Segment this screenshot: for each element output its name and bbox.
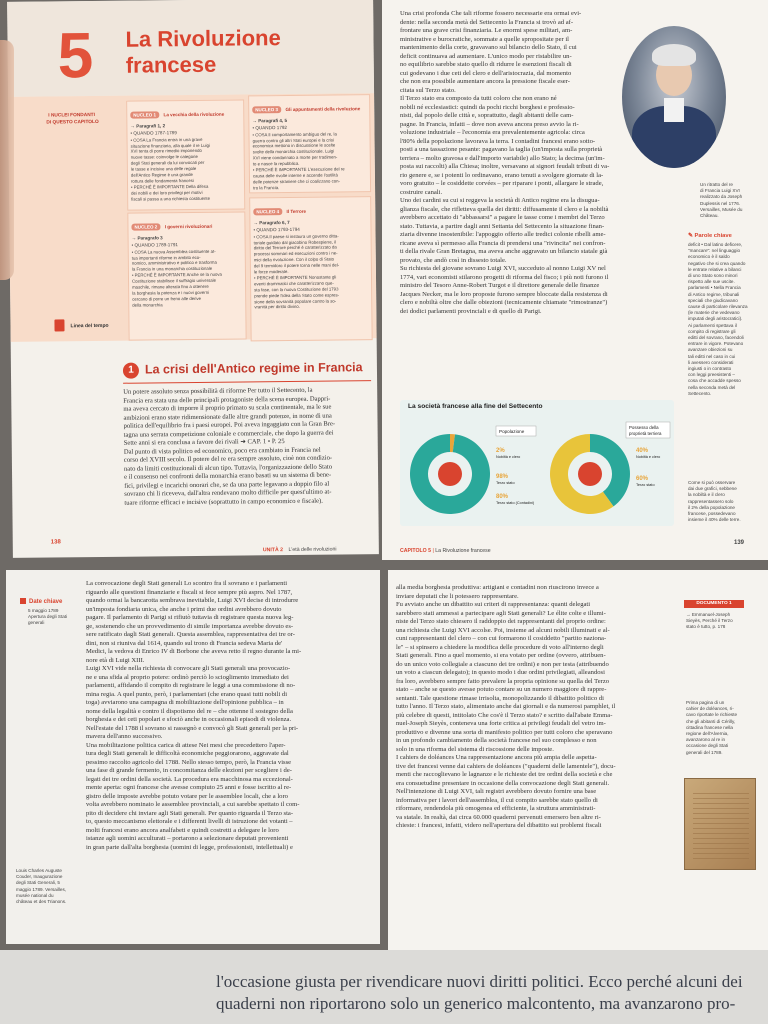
text-line: XVI viene condannato a morte per tradimen- bbox=[252, 154, 338, 161]
text-line: compito di registrare gli bbox=[688, 328, 736, 334]
text-line: • PERCHÉ È IMPORTANTE L'esecuzione del re bbox=[252, 166, 345, 173]
nucleus-tag: NUCLEO 3 bbox=[252, 106, 281, 113]
text-line: la Francia in una monarchia costituzionale bbox=[131, 266, 213, 272]
text-line: Jacques Necker, ma le loro proposte furono sempre bloccate dalla resistenza di bbox=[400, 290, 608, 298]
date-chiave-text bbox=[28, 608, 88, 627]
page-139 bbox=[382, 0, 768, 560]
text-line: Uno dei cardini su cui si reggeva la società di Antico regime era la disugua- bbox=[400, 197, 600, 204]
text-line: una richiesta che Luigi XVI accolse. Poi, insieme ad alcuni nobili illuminati e al- bbox=[396, 626, 610, 634]
text-line: stato. Tuttavia, a partire dagli anni Settanta del Settecento la situazione finan- bbox=[400, 222, 605, 230]
text-line: diritto del Terrore perché è caratterizzato da bbox=[253, 244, 337, 251]
date-chiave-heading: Date chiave bbox=[20, 598, 62, 606]
text-line: Su richiesta del giovane sovrano Luigi XVI, succeduto al nonno Luigi XV nel bbox=[400, 265, 606, 272]
text-line: ma aveva cercato di imporre il proprio primato su scala continentale, ma le sue bbox=[123, 403, 332, 413]
page-140 bbox=[6, 570, 380, 944]
text-line: sarebbero stati ammessi a partecipare agli Stati generali? Le élite colte e illumi- bbox=[396, 609, 606, 617]
text-line: riformare, rendendola più omogenea ed efficiente, la struttura amministrati- bbox=[396, 805, 596, 812]
text-line: economico è il saldo bbox=[688, 254, 730, 260]
nucleus-body bbox=[132, 248, 243, 308]
text-line: cuni rappresentanti del clero – con cui formarono il cosiddetto "partito naziona- bbox=[396, 635, 607, 642]
text-line: pessimo raccolto agricolo del 1788. Nello stesso tempo, però, la Francia visse bbox=[86, 758, 292, 766]
section-number-badge: 1 bbox=[123, 363, 139, 379]
chart-title: La società francese alla fine del Settecento bbox=[408, 403, 543, 410]
text-line: l'80% della popolazione lavorava la terra. I contadini francesi erano sotto- bbox=[400, 137, 596, 145]
text-line: Ai parlamenti spettava il bbox=[688, 322, 737, 328]
text-line: degli Stati Generali, 5 bbox=[16, 880, 60, 886]
text-line: le tasse e incisive una delle regole bbox=[130, 166, 197, 172]
text-line: ti della rivale Gran Bretagna, ma aveva anche aggravato un bilancio statale già bbox=[400, 248, 608, 255]
key-icon: ✎ bbox=[688, 233, 695, 239]
text-line: tro la Francia. bbox=[253, 184, 280, 191]
text-line: Sette anni si era conclusa a favore dei rivali ➜ CAP. 1 • P. 25 bbox=[123, 438, 285, 447]
text-line: sta fase, con la nuova Costituzione del 1793 bbox=[254, 286, 339, 293]
text-line: eventi drammatici che caratterizzano que- bbox=[254, 280, 334, 287]
text-line: una fase di grande fermento, in concomitanza delle elezioni per scegliere i de- bbox=[86, 767, 292, 774]
text-line: che gli abitanti di Cérilly, bbox=[686, 718, 736, 724]
text-line: rispetto alle sue uscite. bbox=[688, 279, 735, 285]
text-line: in un profondo cambiamento della società francese nel suo complesso e non bbox=[396, 737, 597, 744]
text-line: nato da limiti costituzionali di alcun tipo. Tuttavia, l'organizzazione dello Stato bbox=[123, 463, 333, 473]
page-number-left: 138 bbox=[50, 539, 61, 546]
text-line: sione della sovranità popolare contro la so- bbox=[254, 298, 337, 304]
category-label: Nobiltà e clero bbox=[636, 455, 661, 459]
text-line: Costituzione stabilisce il suffragio universale bbox=[132, 277, 217, 284]
text-line: Versailles, Musée du bbox=[700, 206, 743, 212]
text-line: Una crisi profonda Che tali riforme fossero necessarie era ormai evi- bbox=[400, 10, 582, 17]
documento-link[interactable] bbox=[686, 612, 756, 631]
text-line: Come si può osservare bbox=[688, 480, 736, 485]
text-line: le" – si spinsero a chiedere la modifica delle procedure di voto all'interno degli bbox=[396, 643, 604, 651]
text-line: quando ormai la bancarotta sembrava inevitabile, Luigi XVI decise di introdurre bbox=[86, 597, 299, 604]
text-line: cavo riportate le richieste bbox=[686, 712, 738, 718]
text-line: regione dell'Alvernia, bbox=[686, 731, 729, 737]
text-line: nomico, amministrativo e politico e trasforma bbox=[131, 260, 217, 267]
text-line: corso del XVIII secolo. Il potere del re era sempre assoluto, cioè non condizio- bbox=[123, 454, 333, 464]
text-line: politica dell'equilibrio fra i paesi europei. Poi aveva ingaggiato con la Gran Bre- bbox=[123, 420, 336, 430]
bottom-left-caption bbox=[16, 868, 82, 905]
nucleus-title: La vecchia della rivoluzione bbox=[163, 111, 225, 118]
text-line: voro gratuito – le cosiddette corvées – per riparare i ponti, allargare le strade, bbox=[400, 180, 604, 187]
text-line: Prima pagina di un bbox=[686, 700, 725, 705]
text-line: fiscali si passa a una richiesta costituente bbox=[131, 195, 211, 202]
text-line: • PERCHÉ È IMPORTANTE Anche se la nuova bbox=[131, 271, 222, 278]
text-line: svolte della monarchia costituzionale. Luigi bbox=[252, 148, 335, 155]
section-title: La crisi dell'Antico regime in Francia bbox=[144, 360, 363, 377]
nucleus-paragraph-link[interactable]: → Paragrafi 4, 5 bbox=[252, 118, 288, 124]
text-line: cause di particolare rilevanza bbox=[688, 304, 748, 310]
nucleus-box-4 bbox=[249, 196, 373, 341]
text-line: tive dei francesi venne dai cahiers de doléances ("quaderni delle lamentele"), docu- bbox=[396, 762, 616, 770]
text-line: della monarchia bbox=[132, 302, 163, 308]
text-line: avanzare obiezioni su bbox=[688, 347, 733, 353]
body-text-left bbox=[123, 386, 376, 508]
text-line: delle potenze straniere che ci coalizzano con- bbox=[252, 178, 340, 185]
text-line: ne e una sfida al proprio potere: ordinò perciò lo scioglimento immediato dei bbox=[86, 673, 289, 681]
finger-shadow bbox=[0, 40, 14, 280]
closeup-line-1: l'occasione giusta per rivendicare nuovi diritti politici. Ecco perché alcuni dei bbox=[216, 972, 743, 991]
text-line: Luigi XVI vide nella richiesta di convocare gli Stati generali una provocazio- bbox=[86, 665, 291, 672]
text-line: • COSA La Francia entra in una grave bbox=[130, 136, 203, 143]
text-line: dei nobili e dei loro privilegi per motivi bbox=[131, 189, 203, 196]
text-line: Medici, la vedova di Enrico IV di Borbone che aveva retto il regno durante la mi- bbox=[86, 648, 302, 655]
text-line: processi sommari ed esecuzioni contro i ne- bbox=[253, 250, 338, 257]
nucleus-box-3 bbox=[248, 94, 371, 193]
nucleus-paragraph-link[interactable]: → Paragrafo 6, 7 bbox=[253, 219, 290, 226]
text-line: ingiusti o in contrasto bbox=[688, 366, 732, 372]
text-line: le entrate relative a bilanci bbox=[688, 266, 742, 272]
nucleus-paragraph-link[interactable]: → Paragrafi 1, 2 bbox=[130, 123, 166, 129]
text-line: deficit continuava ad aumentare. L'unico modo per ristabilire un- bbox=[400, 52, 572, 60]
nucleus-title: I governi rivoluzionari bbox=[164, 223, 213, 230]
text-line: maggio 1789. Versailles, bbox=[16, 886, 67, 892]
closeup-line-2: quaderni non riportarono solo un generico malcontento, ma avanzarono pro- bbox=[216, 994, 736, 1013]
text-line: avrebbero accettato di "abbassarsi" a pagare le tasse come i membri del Terzo bbox=[400, 214, 605, 221]
text-line: un voto a ciascun delegato); in questo modo i due ordini privilegiati, alleandosi bbox=[396, 669, 605, 676]
text-line: Duplessis nel 1776. bbox=[700, 200, 741, 206]
data-label: 98% bbox=[496, 474, 509, 480]
chart-subtitle: Possesso della bbox=[629, 425, 659, 430]
text-line: Château. bbox=[700, 213, 719, 219]
text-line: li avessero considerati bbox=[688, 359, 734, 365]
text-line: volta avrebbero nominato le assemblee provinciali, a cui sarebbe spettato il com- bbox=[86, 801, 300, 808]
field-icon bbox=[578, 462, 602, 486]
text-line: vranità per diritto divino. bbox=[254, 304, 300, 310]
text-line: nisti, dal popolo delle città e, soprattutto, dagli abitanti delle cam- bbox=[400, 112, 574, 119]
text-line: posti a una tassazione pesante: pagavano la taglia (un'imposta sulla proprietà bbox=[400, 146, 603, 153]
text-line: to, questo meccanismo elettorale e i differenti livelli di istruzione dei votanti – bbox=[86, 818, 293, 825]
nucleus-tag: NUCLEO 1 bbox=[130, 111, 159, 118]
text-line: economica mettono in discussione le scelte bbox=[252, 142, 336, 149]
text-line: gistro delle imposte avrebbe potuto votare per le assemblee locali, che a loro bbox=[86, 792, 288, 800]
text-line: ministro del Tesoro Anne-Robert Turgot e il direttore generale delle finanze bbox=[400, 282, 600, 289]
text-line: 5 maggio 1789 bbox=[28, 608, 59, 613]
text-line: informativa per i lavori dell'assemblea, il cui compito sarebbe stato quello di bbox=[396, 796, 598, 804]
timeline-link[interactable]: Linea del tempo bbox=[70, 322, 109, 330]
text-line: frontare una grave crisi finanziaria. Le enormi spese militari, am- bbox=[400, 27, 573, 34]
text-line: dai due grafici, sebbene bbox=[688, 486, 737, 492]
text-line: generali bbox=[28, 620, 45, 626]
text-line: borghesia e dei ceti popolari e sfociò anche in occasionali episodi di violenza. bbox=[86, 716, 292, 723]
text-line: fici, privilegi e incarichi onorari che, se da una parte legavano a doppio filo al bbox=[124, 480, 330, 490]
text-line: tua importanti riforme in ambito eco- bbox=[131, 254, 201, 261]
nucleus-body bbox=[252, 131, 367, 191]
data-label: 2% bbox=[496, 448, 505, 454]
text-line: situazione finanziaria, alla quale il re Luigi bbox=[130, 142, 210, 149]
text-line: avanzarono al re in bbox=[686, 737, 726, 743]
nucleus-when: • QUANDO 1789-1791 bbox=[131, 241, 178, 248]
text-line: che non era possibile aumentare ancora la pressione fiscale eser- bbox=[400, 78, 570, 85]
text-line: Louis Charles Auguste bbox=[16, 868, 62, 873]
calendar-icon bbox=[20, 598, 26, 604]
text-line: sovrano chi li riceveva, dall'altra rendevano molto difficile per quest'ultimo at- bbox=[124, 488, 332, 498]
data-label: 80% bbox=[496, 494, 509, 500]
page-138 bbox=[7, 0, 379, 558]
text-line: posta sui raccolti) alla Chiesa; inoltre, versavano ai signori feudali tributi di va- bbox=[400, 163, 610, 170]
text-line: mavera dell'anno successivo. bbox=[86, 733, 163, 740]
text-line: Stati generali. Fino a quel momento, si era votato per ordine (ovvero, attribuen- bbox=[396, 652, 606, 659]
text-line: nome della legalità e contro il dispotismo del re – che ottenne il sostegno della bbox=[86, 707, 293, 715]
text-line: insieme il 40% delle terre. bbox=[688, 517, 741, 523]
text-line: era consuetudine presentare in occasione della convocazione degli Stati generali. bbox=[396, 779, 610, 787]
text-line: voluzione industriale – l'economia era prevalentemente agricola: circa bbox=[400, 129, 585, 136]
text-line: Nell'intenzione di Luigi XVI, tali registri avrebbero dovuto fornire una base bbox=[396, 788, 597, 795]
portrait-image bbox=[622, 26, 726, 168]
text-line: nore età di Luigi XIII. bbox=[86, 656, 145, 664]
text-line: realizzato da Joseph bbox=[700, 194, 743, 200]
text-line: produttivo e divenne una sorta di manifesto politico per tutti coloro che speravano bbox=[396, 728, 613, 736]
text-line: generali del 1789. bbox=[686, 749, 723, 755]
section-rule bbox=[123, 380, 371, 384]
text-line: pagne. In Francia, infatti – dove non aveva ancora preso avvio la ri- bbox=[400, 120, 579, 128]
nucleus-title: Gli appuntamenti della rivoluzione bbox=[285, 106, 361, 113]
text-line: prende piede l'idea della Stato come espres- bbox=[254, 292, 340, 299]
nucleus-box-1 bbox=[126, 99, 245, 210]
text-line: mici della rivoluzione. Con il colpo di Stato bbox=[253, 256, 335, 263]
text-line: tutto l'anno. Il Terzo stato, alimentato anche dai giornali e da numerosi pamphlet, il bbox=[396, 703, 616, 710]
text-line: nuel-Joseph Sieyès, conteneva una forte critica ai privilegi feudali del vetro im- bbox=[396, 720, 606, 727]
text-line: con leggi preesistenti – bbox=[688, 372, 735, 378]
text-line: imputati degli aristocratici). bbox=[688, 316, 743, 322]
chart-subtitle: Popolazione bbox=[499, 429, 525, 434]
chart-caption bbox=[688, 480, 762, 523]
text-line: Un ritratto del re bbox=[700, 182, 733, 187]
text-line: di uno Stato sono minori bbox=[688, 273, 738, 279]
text-line: fra loro, avrebbero sempre fatto prevalere la propria opinione su quella del Terzo bbox=[396, 677, 610, 685]
text-line: provato, che andò così in dissesto totale. bbox=[400, 256, 507, 264]
page-number-right: 139 bbox=[734, 540, 745, 546]
text-line: pito di decidere chi inviare agli Stati generali. Per quanto riguarda il Terzo sta- bbox=[86, 809, 294, 817]
text-line: cercano di porre un freno alle derive bbox=[132, 295, 202, 302]
nucleus-body bbox=[254, 233, 369, 311]
text-line: nella seconda metà del bbox=[688, 384, 736, 390]
text-line: Una mobilitazione politica carica di attese Nei mesi che precedettero l'aper- bbox=[86, 741, 286, 749]
text-line: mina regia. A quel punto, però, i parlamentari (che erano quasi tutti nobili di bbox=[86, 690, 288, 698]
text-line: Il Terzo stato era composto da tutti coloro che non erano né bbox=[400, 95, 557, 102]
text-line: toga) avviarono una campagna di mobilitazione dell'opinione pubblica – in bbox=[86, 699, 284, 706]
body-text-bottom-left bbox=[86, 580, 376, 852]
text-line: stato – anche se questo avesse potuto contare su un numero maggiore di rappre- bbox=[396, 686, 607, 693]
text-line: • PERCHÉ È IMPORTANTE Della difesa bbox=[131, 183, 209, 190]
text-line: mantenimento della corte, gravavano sul bilancio dello Stato, il cui bbox=[400, 44, 577, 51]
text-line: molti francesi erano ancora analfabeti e quindi costretti a delegare le loro bbox=[86, 826, 279, 834]
text-line: tura degli Stati generali le difficoltà economiche peggiorarono, aggravate dal bbox=[86, 750, 289, 757]
text-line: causa delle rivolte interne e accende l'ostilità bbox=[252, 172, 338, 179]
text-line: Un potere assoluto senza possibilità di riforme Per tutto il Settecento, la bbox=[123, 386, 313, 396]
text-line: ricane aveva sì permesso alla Francia di prendersi una "rivincita" nei confron- bbox=[400, 239, 606, 247]
text-line: toriale guidato dal giacobino Robespierre, il bbox=[253, 239, 337, 245]
text-line: alla media borghesia produttiva: artigiani e contadini non riuscirono invece a bbox=[396, 584, 599, 591]
text-line: nuove tasse: coinvolge le categorie bbox=[130, 154, 198, 160]
text-line: to e nasce la repubblica. bbox=[252, 161, 300, 167]
text-line: dini, non si riuniva dal 1614, quando sul trono di Francia sedeva Maria de' bbox=[86, 639, 283, 647]
text-line: menti che raccoglievano le lagnanze e le richieste dei tre ordini della società e che bbox=[396, 771, 613, 778]
text-line: cahier de doléances, ri- bbox=[686, 706, 734, 712]
text-line: tali editti nel caso in cui bbox=[688, 353, 736, 359]
text-line: tuare riforme efficaci e incisive (soprattutto in campo economico e fiscale). bbox=[124, 497, 323, 507]
text-line: negativo che si crea quando bbox=[688, 260, 746, 266]
text-line: dell'Antico Regime è una grande bbox=[130, 172, 193, 178]
text-line: cittadina francese nella bbox=[686, 724, 733, 730]
text-line: la nobiltà e il clero bbox=[688, 492, 725, 498]
text-line: ziaria divenne insostenibile: l'appoggio offerto alle tredici colonie ribelli ame- bbox=[400, 231, 606, 238]
closeup-strip bbox=[0, 950, 768, 1024]
parole-chiave-heading: ✎ Parole chiave bbox=[688, 233, 732, 239]
nuclei-label-1: I NUCLEI FONDANTI bbox=[48, 113, 95, 119]
portrait-caption bbox=[700, 182, 762, 219]
text-line: dente: nella seconda metà del Settecento la Francia si trovò ad af- bbox=[400, 18, 574, 26]
text-line: → Emmanuel-Joseph bbox=[686, 612, 731, 617]
text-line: • COSA Il paese si instaura un governo ditta- bbox=[253, 233, 339, 239]
text-line: 1774, vari economisti stilarono progetti di riforma del fisco; i più noti furono il bbox=[400, 273, 609, 281]
text-line: di Francia Luigi XVI bbox=[700, 188, 740, 194]
text-line: niste del Terzo stato chiesero il raddoppio dei rappresentanti del proprio ordine: bbox=[396, 618, 606, 625]
text-line: guerra contro gli altri Stati europei e la crisi bbox=[252, 137, 335, 143]
nucleus-title: Il Terrore bbox=[286, 208, 307, 215]
text-line: do un unico voto collegiale a ciascuno dei tre ordini) e non per testa (attribuendo bbox=[396, 660, 609, 668]
text-line: maschile, rimane alterata fino a ottenere bbox=[132, 283, 209, 290]
text-line: sentanti. Tale questione rimase irrisolta, monopolizzando il dibattito politico di bbox=[396, 694, 604, 702]
text-line: La convocazione degli Stati generali Lo scontro fra il sovrano e i parlamenti bbox=[86, 580, 288, 587]
text-line: Francia era stata una delle principali protagoniste della scena europea. Dappri- bbox=[123, 395, 331, 405]
text-line: deficit • Dal latino deficere, bbox=[688, 242, 743, 247]
body-text-right bbox=[400, 10, 622, 316]
text-line: • COSA La nuova Assemblea costituente at- bbox=[131, 248, 216, 255]
text-line: Nell'estate del 1788 il sovrano si rassegnò e convocò gli Stati generali per la pri- bbox=[86, 724, 299, 732]
text-line: musée national du bbox=[16, 892, 54, 898]
text-line: Apertura degli Stati bbox=[28, 614, 68, 620]
text-line: il 2% della popolazione bbox=[688, 504, 735, 510]
data-label: 60% bbox=[636, 476, 649, 482]
footer-left: UNITÀ 2 L'età delle rivoluzioni bbox=[262, 546, 337, 554]
text-line: editti del sovrano, facendoli bbox=[688, 335, 744, 341]
footer-right: CAPITOLO 5 | La Rivoluzione francese bbox=[400, 548, 491, 554]
text-line: château et des Trianons. bbox=[16, 899, 67, 905]
text-line: costruire canali. bbox=[400, 188, 443, 196]
text-line: e il consenso nei confronti della monarchia erano basati su un sistema di bene- bbox=[124, 471, 332, 481]
cahier-image bbox=[684, 778, 756, 870]
glossary bbox=[688, 242, 762, 397]
text-line: no equilibrio sarebbe stato quello di ridurre le esenzioni fiscali di bbox=[400, 61, 572, 68]
right-caption bbox=[686, 700, 758, 756]
text-line: speciali che giudicavano bbox=[688, 297, 738, 303]
text-line: glianza fiscale, che rifletteva quella dei diritti: diffusamente il clero e la nobiltà bbox=[400, 205, 609, 213]
nucleus-tag: NUCLEO 4 bbox=[253, 208, 282, 215]
text-line: ge, sostenendo che un provvedimento di simile importanza avrebbe dovuto es- bbox=[86, 622, 294, 630]
text-line: rottura delle fondamenta francesi bbox=[130, 177, 194, 184]
chart-subtitle-cont: proprietà terriera bbox=[629, 431, 662, 436]
text-line: • COSA Il comportamento ambiguo del re, la bbox=[252, 131, 337, 137]
text-line: parlamenti, affidando il compito di registrare le leggi a una commissione di no- bbox=[86, 682, 296, 689]
text-line: più celebre di questi, intitolato Che cos'è il Terzo stato? e scritto dall'abate Emma- bbox=[396, 711, 613, 719]
text-line: inviare deputati che li potessero rappresentare. bbox=[396, 592, 519, 600]
documento-badge: DOCUMENTO 1 bbox=[684, 600, 744, 608]
text-line: I cahiers de doléances Una rappresentazione ancora più ampia delle aspetta- bbox=[396, 754, 597, 761]
text-line: un'imposta fondiaria unica, che anche i primi due ordini avrebbero dovuto bbox=[86, 605, 282, 613]
chapter-title-line-2: francese bbox=[125, 51, 217, 78]
text-line: chieste: i francesi, infatti, videro nell'apertura del dibattito sui problemi fiscali bbox=[396, 822, 602, 829]
nucleus-when: • QUANDO 1787-1789 bbox=[130, 129, 177, 136]
text-line: mente aperta: ogni francese che avesse compiuto 25 anni e fosse iscritto al re- bbox=[86, 784, 292, 791]
text-line: • PERCHÉ È IMPORTANTE Nonostante gli bbox=[253, 274, 337, 281]
text-line: di Antico regime, tribunali bbox=[688, 291, 740, 297]
text-line: va statale. In realtà, dai circa 60.000 quaderni pervenuti emersero ben altre ri- bbox=[396, 813, 601, 821]
timeline-icon[interactable] bbox=[54, 319, 64, 331]
text-line: Dal punto di vista politico ed economico, poco era cambiato in Francia nel bbox=[123, 446, 321, 456]
text-line: occasione degli Stati bbox=[686, 743, 729, 749]
text-line: le forze moderate. bbox=[253, 269, 289, 275]
text-line: dei dodici parlamenti provinciali e di quello di Parigi. bbox=[400, 307, 542, 315]
text-line: nobili né ecclesiastici: quindi da pochi ricchi borghesi e professio- bbox=[400, 103, 575, 111]
text-line: istanze agli uomini acculturati – portarono a selezionare deputati provenienti bbox=[86, 835, 289, 842]
text-line: clero e nobiltà oltre che dalle obiezioni (tecnicamente chiamate "rimostranze") bbox=[400, 299, 608, 306]
text-line: del 9 termidoro il potere torna nelle mani del- bbox=[253, 262, 340, 269]
text-line: pagare. Il parlamento di Parigi si rifiutò tuttavia di registrare questa nuova leg- bbox=[86, 614, 294, 621]
text-line: Sieyès, Perché il Terzo bbox=[686, 618, 733, 624]
text-line: citata sul Terzo stato. bbox=[400, 86, 456, 94]
category-label: Terzo stato bbox=[636, 483, 655, 487]
data-label: 40% bbox=[636, 448, 649, 454]
text-line: in gran parte dall'alta borghesia (uomini di legge, professionisti, intellettuali) e bbox=[86, 843, 293, 851]
text-line: parlamenti • Nella Francia bbox=[688, 285, 741, 291]
text-line: francese, possedevano bbox=[688, 511, 736, 517]
text-line: "mancare": nel linguaggio bbox=[688, 248, 741, 254]
text-line: sere ratificato dagli Stati generali. Questa assemblea, rappresentativa dei tre or- bbox=[86, 631, 295, 638]
nuclei-label-2: DI QUESTO CAPITOLO bbox=[46, 119, 99, 126]
nucleus-when: • QUANDO 1792 bbox=[252, 124, 288, 131]
text-line: cosa che accadde spesso bbox=[688, 378, 741, 384]
text-line: (le materie che vedevano bbox=[688, 310, 740, 316]
text-line: ambizioni erano state ridimensionate dalle altre grandi potenze, in nome di una bbox=[123, 412, 332, 422]
text-line: tagna una serrata competizione coloniale e commerciale, che dopo la guerra dei bbox=[123, 429, 334, 439]
text-line: cui godevano i due ceti del clero e dell'aristocrazia, dal momento bbox=[400, 69, 572, 77]
people-icon bbox=[438, 462, 462, 486]
text-line: riguardo alle questioni finanziarie e fiscali si fece sempre più aspro. Nel 1787, bbox=[86, 588, 293, 596]
nucleus-when: • QUANDO 1793-1794 bbox=[253, 226, 300, 233]
text-line: Couder, Inaugurazione bbox=[16, 874, 63, 880]
category-label: Terzo stato bbox=[496, 481, 515, 485]
nucleus-tag: NUCLEO 2 bbox=[131, 223, 160, 230]
text-line: ministrative e burocratiche, sommate a quelle spropositate per il bbox=[400, 35, 570, 43]
text-line: legati dei tre ordini della società. La procedura era macchinosa ma eccezional- bbox=[86, 775, 293, 783]
body-text-bottom-right bbox=[396, 584, 680, 831]
pie-charts bbox=[400, 416, 674, 524]
text-line: degli Stati generali da lui convocati per bbox=[130, 160, 205, 166]
category-label: Nobiltà e clero bbox=[496, 455, 521, 459]
text-line: terriera – molto gravosa e dall'importo variabile) allo Stato; la decima (un'im- bbox=[400, 154, 605, 162]
text-line: stato è tutto, p. 178 bbox=[686, 624, 726, 630]
text-line: XVI tenta di porre rimedio imponendo bbox=[130, 148, 202, 155]
nucleus-box-2 bbox=[127, 211, 246, 340]
text-line: Fu avviato anche un dibattito sui criteri di rappresentanza: quanti delegati bbox=[396, 601, 591, 608]
text-line: rappresentassero solo bbox=[688, 498, 734, 504]
category-label: Terzo stato (Contadini) bbox=[496, 501, 535, 505]
text-line: rio genere e, se i potenti lo ordinavano, erano tenuti a svolgere giornate di la- bbox=[400, 171, 604, 179]
nucleus-body bbox=[131, 136, 242, 202]
text-line: Settecento. bbox=[688, 390, 712, 396]
chapter-number: 5 bbox=[57, 19, 94, 92]
nucleus-paragraph-link[interactable]: → Paragrafo 3 bbox=[131, 235, 163, 241]
chapter-title-line-1: La Rivoluzione bbox=[125, 25, 281, 52]
text-line: entrare in vigore. Potevano bbox=[688, 341, 744, 347]
text-line: solo in una riforma del sistema di riscossione delle imposte. bbox=[396, 745, 554, 753]
page-141 bbox=[388, 570, 768, 950]
text-line: la borghesia la potenza e i nuovi governi bbox=[132, 289, 210, 296]
